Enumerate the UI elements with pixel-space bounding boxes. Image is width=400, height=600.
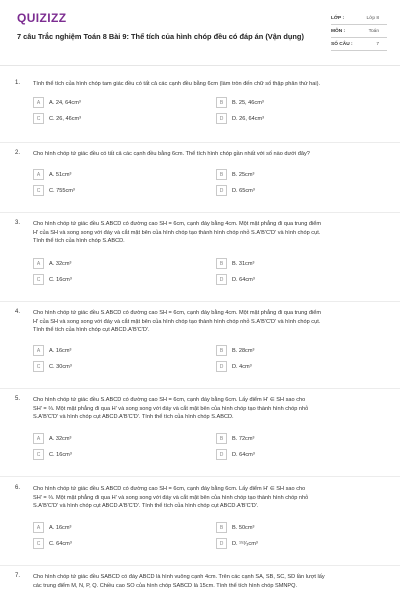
meta-key: MÔN : <box>331 28 346 34</box>
option-letter-box: B <box>216 345 227 356</box>
option-c[interactable] <box>33 113 81 124</box>
meta-row-subject <box>331 25 387 38</box>
option-text: B. 25, 46cm³ <box>232 99 264 106</box>
question-text <box>33 573 389 590</box>
question-divider <box>0 212 400 213</box>
option-text: A. 32cm³ <box>49 435 72 442</box>
question-divider <box>0 142 400 143</box>
options <box>33 97 273 129</box>
header-divider <box>0 65 400 66</box>
question-number: 5. <box>15 396 21 402</box>
option-letter-box: C <box>33 113 44 124</box>
question-line: SH' = ⅔. Một mặt phẳng đi qua H' và song song với đáy và cắt mặt bên của hình chóp tạo thành hình chóp nhỏ <box>33 405 309 412</box>
option-letter-box: D <box>216 449 227 460</box>
option-c[interactable] <box>33 185 75 196</box>
options-row <box>33 97 273 113</box>
option-letter-box: C <box>33 538 44 549</box>
option-letter-box: D <box>216 113 227 124</box>
option-d[interactable] <box>216 449 255 460</box>
meta-key: SỐ CÂU : <box>331 41 353 47</box>
question-number: 3. <box>15 220 21 226</box>
option-c[interactable] <box>33 274 72 285</box>
question-line: H' của SH và song song với đáy và cắt mặt bên của hình chóp tạo thành hình chóp nhỏ S.A'B'C'D' và hình chóp cụt. <box>33 229 321 236</box>
option-letter-box: A <box>33 345 44 356</box>
question-line: S.A'B'C'D' và hình chóp cụt ABCD.A'B'C'D'. Tính thể tích của hình chóp cụt ABCD.A'B'C'D'. <box>33 503 259 510</box>
question-number: 4. <box>15 309 21 315</box>
option-d[interactable] <box>216 361 252 372</box>
option-letter-box: A <box>33 97 44 108</box>
option-text: C. 26, 46cm³ <box>49 115 82 122</box>
meta-value: Lớp 8 <box>366 15 379 21</box>
meta-value: Toán <box>368 28 379 34</box>
question-line: Cho hình chóp tứ giác đều S.ABCD có đường cao SH = 6cm, cạnh đáy bằng 4cm. Một mặt phẳng đi qua trung điểm <box>33 310 322 316</box>
question-divider <box>0 388 400 389</box>
options-row <box>33 538 273 554</box>
options-row <box>33 345 273 361</box>
option-b[interactable] <box>216 258 254 269</box>
option-d[interactable] <box>216 113 264 124</box>
worksheet-header <box>0 0 400 64</box>
option-text: A. 16cm³ <box>49 347 72 354</box>
options-row <box>33 361 273 377</box>
quizizz-logo: QUIZIZZ <box>17 11 67 25</box>
option-a[interactable] <box>33 522 71 533</box>
question-divider <box>0 301 400 302</box>
options <box>33 258 273 290</box>
options-row <box>33 113 273 129</box>
option-letter-box: A <box>33 169 44 180</box>
option-text: A. 16cm³ <box>49 524 72 531</box>
option-text: D. 4cm³ <box>232 363 252 370</box>
option-text: B. 31cm³ <box>232 260 255 267</box>
question-line: Cho hình chóp tứ giác đều có tất cả các cạnh đều bằng 6cm. Thể tích hình chóp gần nhất với số nào dưới đây? <box>33 151 310 157</box>
options-row <box>33 185 273 201</box>
question-line: SH' = ⅔. Một mặt phẳng đi qua H' và song song với đáy và cắt mặt bên của hình chóp tạo thành hình chóp nhỏ <box>33 494 309 501</box>
option-text: D. 65cm³ <box>232 187 255 194</box>
option-b[interactable] <box>216 433 254 444</box>
question-number: 2. <box>15 150 21 156</box>
option-text: D. 64cm³ <box>232 276 255 283</box>
option-letter-box: A <box>33 522 44 533</box>
option-text: C. 64cm³ <box>49 540 72 547</box>
option-text: D. ¹⁵²⁄₃cm³ <box>232 540 258 547</box>
option-letter-box: D <box>216 274 227 285</box>
option-b[interactable] <box>216 169 254 180</box>
option-b[interactable] <box>216 345 254 356</box>
options <box>33 433 273 465</box>
meta-table <box>331 12 387 51</box>
question-line: các trung điểm M, N, P, Q. Chiều cao SO của hình chóp SABCD là 15cm. Tính thể tích hình chóp SMNPQ. <box>33 582 298 589</box>
options-row <box>33 522 273 538</box>
meta-row-grade <box>331 12 387 25</box>
option-text: B. 28cm³ <box>232 347 255 354</box>
option-text: A. 24, 64cm³ <box>49 99 81 106</box>
question-number: 6. <box>15 485 21 491</box>
question-text <box>33 150 389 159</box>
option-c[interactable] <box>33 538 72 549</box>
option-letter-box: C <box>33 274 44 285</box>
meta-row-count <box>331 38 387 51</box>
option-text: C. 16cm³ <box>49 276 72 283</box>
question-text <box>33 80 389 89</box>
option-letter-box: C <box>33 449 44 460</box>
option-letter-box: C <box>33 361 44 372</box>
question-line: Cho hình chóp tứ giác đều S.ABCD có đường cao SH = 6cm, cạnh đáy bằng 4cm. Một mặt phẳng đi qua trung điểm <box>33 221 322 227</box>
question-number: 1. <box>15 80 21 86</box>
option-letter-box: D <box>216 361 227 372</box>
option-text: B. 72cm³ <box>232 435 255 442</box>
option-text: D. 26, 64cm³ <box>232 115 265 122</box>
question-divider <box>0 565 400 566</box>
options-row <box>33 433 273 449</box>
question-line: Tính thể tích của hình chóp cụt ABCD.A'B'C'D'. <box>33 327 150 334</box>
option-d[interactable] <box>216 274 255 285</box>
option-text: C. 755cm³ <box>49 187 75 194</box>
options <box>33 169 273 201</box>
options <box>33 345 273 377</box>
option-text: B. 50cm³ <box>232 524 255 531</box>
options-row <box>33 258 273 274</box>
option-c[interactable] <box>33 361 72 372</box>
option-letter-box: B <box>216 433 227 444</box>
option-a[interactable] <box>33 433 71 444</box>
option-text: A. 32cm³ <box>49 260 72 267</box>
question-text <box>33 220 389 246</box>
option-text: C. 30cm³ <box>49 363 72 370</box>
option-text: A. 51cm³ <box>49 171 72 178</box>
question-line: Cho hình chóp tứ giác đều S.ABCD có đường cao SH = 6cm, cạnh đáy bằng 6cm. Lấy điểm H' ∈ SH sao cho <box>33 397 306 403</box>
option-a[interactable] <box>33 345 71 356</box>
option-text: D. 64cm³ <box>232 451 255 458</box>
option-letter-box: A <box>33 258 44 269</box>
option-text: B. 25cm³ <box>232 171 255 178</box>
option-letter-box: B <box>216 258 227 269</box>
question-line: S.A'B'C'D' và hình chóp cụt ABCD.A'B'C'D'. Tính thể tích của hình chóp S.ABCD. <box>33 414 234 421</box>
options <box>33 522 273 554</box>
option-text: C. 16cm³ <box>49 451 72 458</box>
worksheet-title: 7 câu Trắc nghiệm Toán 8 Bài 9: Thể tích của hình chóp đều có đáp án (Vận dụng) <box>17 32 304 41</box>
option-a[interactable] <box>33 169 71 180</box>
meta-value: 7 <box>376 41 379 47</box>
question-line: Cho hình chóp tứ giác đều SABCD có đáy ABCD là hình vuông cạnh 4cm. Trên các cạnh SA, SB, SC, SD lần lượt lấy <box>33 574 325 580</box>
option-a[interactable] <box>33 258 71 269</box>
option-letter-box: D <box>216 538 227 549</box>
option-letter-box: A <box>33 433 44 444</box>
question-line: H' của SH và song song với đáy và cắt mặt bên của hình chóp tạo thành hình chóp nhỏ S.A'B'C'D' và hình chóp cụt. <box>33 318 321 325</box>
option-d[interactable] <box>216 185 255 196</box>
question-line: Tính thể tích của hình chóp S.ABCD. <box>33 238 125 245</box>
option-letter-box: B <box>216 97 227 108</box>
option-letter-box: D <box>216 185 227 196</box>
option-letter-box: B <box>216 522 227 533</box>
question-text <box>33 309 389 335</box>
option-d[interactable] <box>216 538 258 549</box>
option-a[interactable] <box>33 97 81 108</box>
question-line: Tính thể tích của hình chóp tam giác đều có tất cả các cạnh đều bằng 6cm (làm tròn đến chữ số thập phân thứ hai). <box>33 81 321 87</box>
question-line: Cho hình chóp tứ giác đều S.ABCD có đường cao SH = 6cm, cạnh đáy bằng 6cm. Lấy điểm H' ∈ SH sao cho <box>33 486 306 492</box>
option-letter-box: C <box>33 185 44 196</box>
options-row <box>33 169 273 185</box>
question-text <box>33 396 389 422</box>
options-row <box>33 274 273 290</box>
meta-key: LỚP : <box>331 15 345 21</box>
option-c[interactable] <box>33 449 72 460</box>
option-letter-box: B <box>216 169 227 180</box>
question-divider <box>0 476 400 477</box>
options-row <box>33 449 273 465</box>
option-b[interactable] <box>216 522 254 533</box>
question-text <box>33 485 389 511</box>
question-number: 7. <box>15 573 21 579</box>
option-b[interactable] <box>216 97 264 108</box>
